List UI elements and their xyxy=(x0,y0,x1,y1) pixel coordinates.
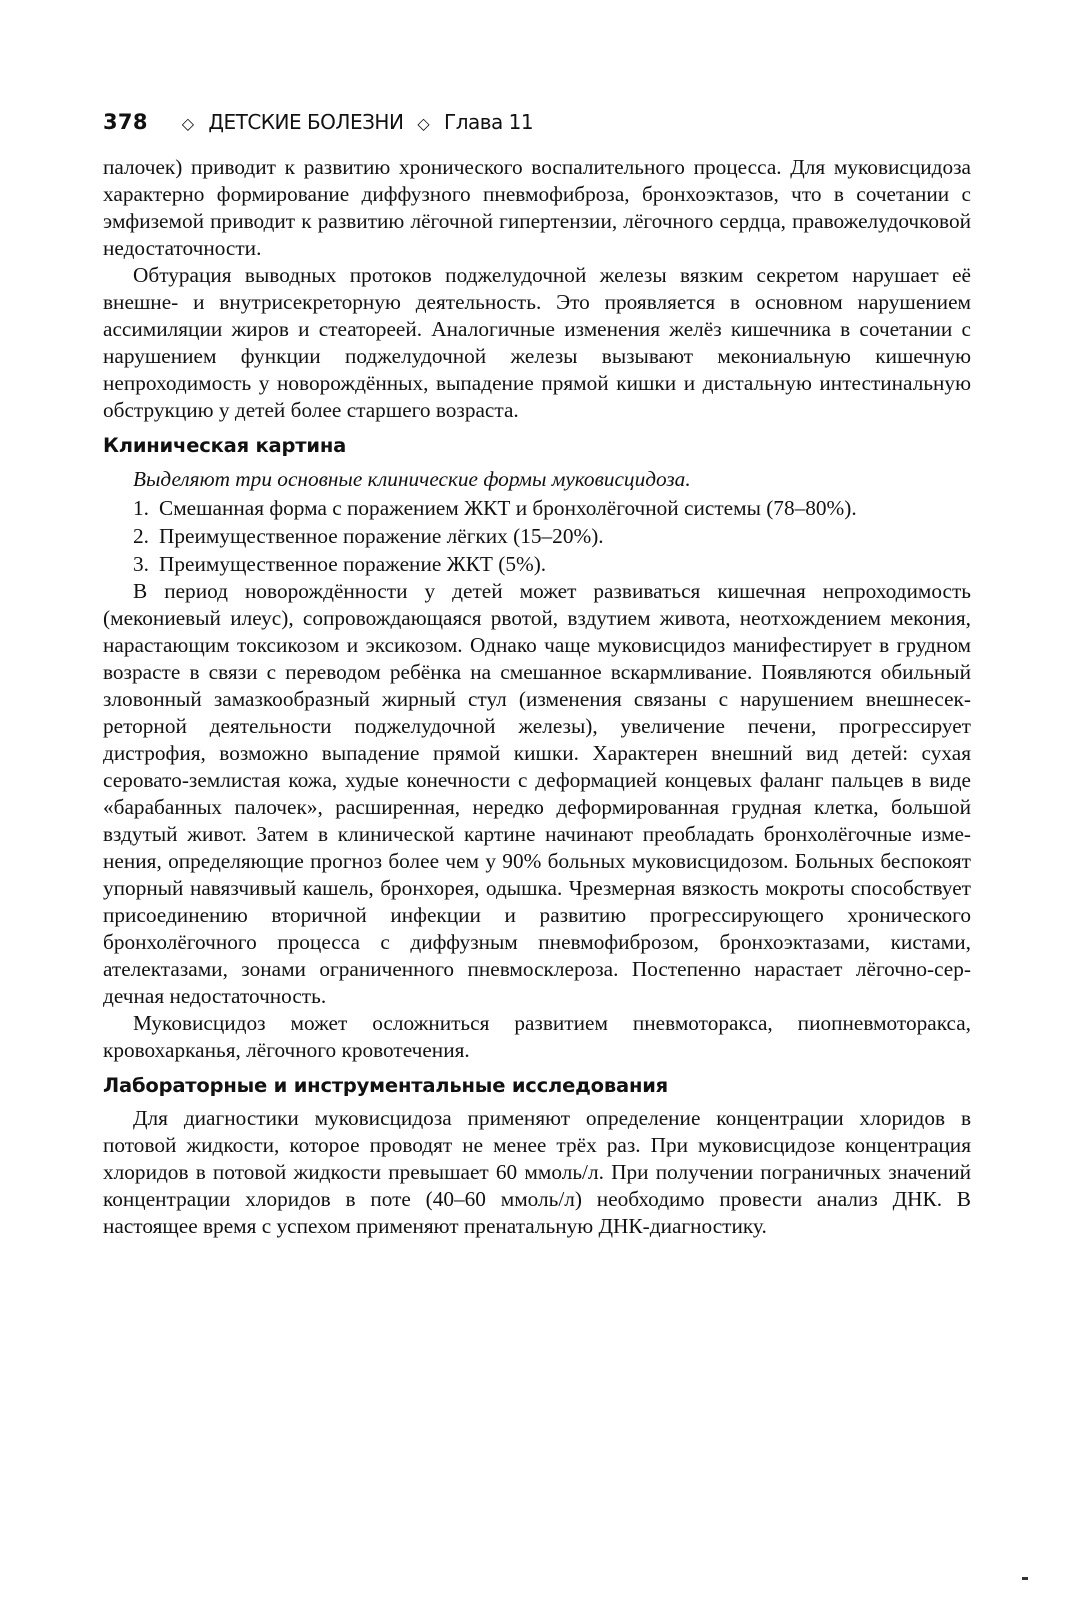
chapter-label: Глава 11 xyxy=(444,110,534,134)
book-page xyxy=(103,110,971,1240)
list-item-text: Преимущественное поражение лёгких (15–20%). xyxy=(159,524,604,548)
scan-artifact xyxy=(1022,1577,1028,1580)
diamond-separator-icon: ◇ xyxy=(417,114,431,133)
running-head xyxy=(103,110,971,154)
list-item-number: 3. xyxy=(133,552,149,576)
list-item xyxy=(103,494,971,522)
paragraph-diagnostics: Для диагностики муковисцидоза применяют определение концентрации хлоридов в потовой жидкости, которое проводят не менее трёх раз. При муковисцидозе концентрация хлоридов в потовой жидкости превышает 60 ммоль/л. При получении пограничных значений концентрации хлоридов в поте (40–60 ммоль/л) необходимо провести анализ ДНК. В настоящее время с успехом применяют пренатальную ДНК-диагностику. xyxy=(103,1106,971,1238)
paragraph-obturation: Обтурация выводных протоков поджелудочной железы вязким секретом нарушает её внешне- и внутрисекреторную деятельность. Это проявляется в основном нарушением ассимиляции жиров и стеатореей. Аналогичные изменения желёз кишечника в сочетании с нарушением функции поджелудочной железы вызывают мекониальную кишечную непроходимость у новорождённых, выпадение прямой кишки и дистальную интестинальную обструкцию у детей более старшего возраста. xyxy=(103,263,971,422)
page-number: 378 xyxy=(103,110,148,134)
list-item xyxy=(103,522,971,550)
clinical-forms-list xyxy=(103,494,971,578)
list-item-text: Преимущественное поражение ЖКТ (5%). xyxy=(159,552,547,576)
clinical-forms-lead: Выделяют три основные клинические формы муковисцидоза. xyxy=(133,467,691,491)
book-title: ДЕТСКИЕ БОЛЕЗНИ xyxy=(208,110,404,134)
paragraph-complications: Муковисцидоз может осложниться развитием пневмоторакса, пиопневмоторакса, кровохарканья, лёгочного кровотечения. xyxy=(103,1011,971,1062)
section-heading-clinical: Клиническая картина xyxy=(103,434,347,457)
section-heading-lab: Лабораторные и инструментальные исследования xyxy=(103,1074,669,1097)
paragraph-newborn-period: В период новорождённости у детей может развиваться кишечная непроходимость (мекониевый илеус), сопровождающаяся рвотой, вздутием живота, неотхождением мекония, нарастающим токсикозом и эксикозом. Однако чаще муковисцидоз манифестирует в грудном возрасте в связи с переводом ребёнка на смешанное вскармливание. Появляются обильный зловонный замазкообразный жирный стул (изменения связаны с нарушением внешнесекреторной деятельности поджелудочной железы), увеличение печени, прогрессирует дистрофия, возможно выпадение прямой кишки. Характерен внешний вид детей: сухая серовато-землистая кожа, худые конечности с деформацией концевых фаланг пальцев в виде «барабанных палочек», расширенная, нередко деформированная грудная клетка, большой вздутый живот. Затем в клинической картине начинают преобладать бронхолёгочные изменения, определяющие прогноз более чем у 90% больных муковисцидозом. Больных беспокоят упорный навязчивый кашель, бронхорея, одышка. Чрезмерная вязкость мокроты способствует присоединению вторичной инфекции и развитию прогрессирующего хронического бронхолёгочного процесса с диффузным пневмофиброзом, бронхоэктазами, кистами, ателектазами, зонами ограниченного пневмосклероза. Постепенно нарастает лёгочно-сердечная недостаточность. xyxy=(103,579,971,1008)
list-item xyxy=(103,550,971,578)
list-item-text: Смешанная форма с поражением ЖКТ и бронхолёгочной системы (78–80%). xyxy=(159,496,857,520)
list-item-number: 2. xyxy=(133,524,149,548)
diamond-separator-icon: ◇ xyxy=(181,114,195,133)
list-item-number: 1. xyxy=(133,496,149,520)
paragraph-continued: палочек) приводит к развитию хронического воспалительного процесса. Для муковисцидоза характерно формирование диффузного пневмофиброза, бронхоэктазов, что в сочетании с эмфиземой приводит к развитию лёгочной гипертензии, лёгочного сердца, правожелудочковой недостаточности. xyxy=(103,155,971,260)
